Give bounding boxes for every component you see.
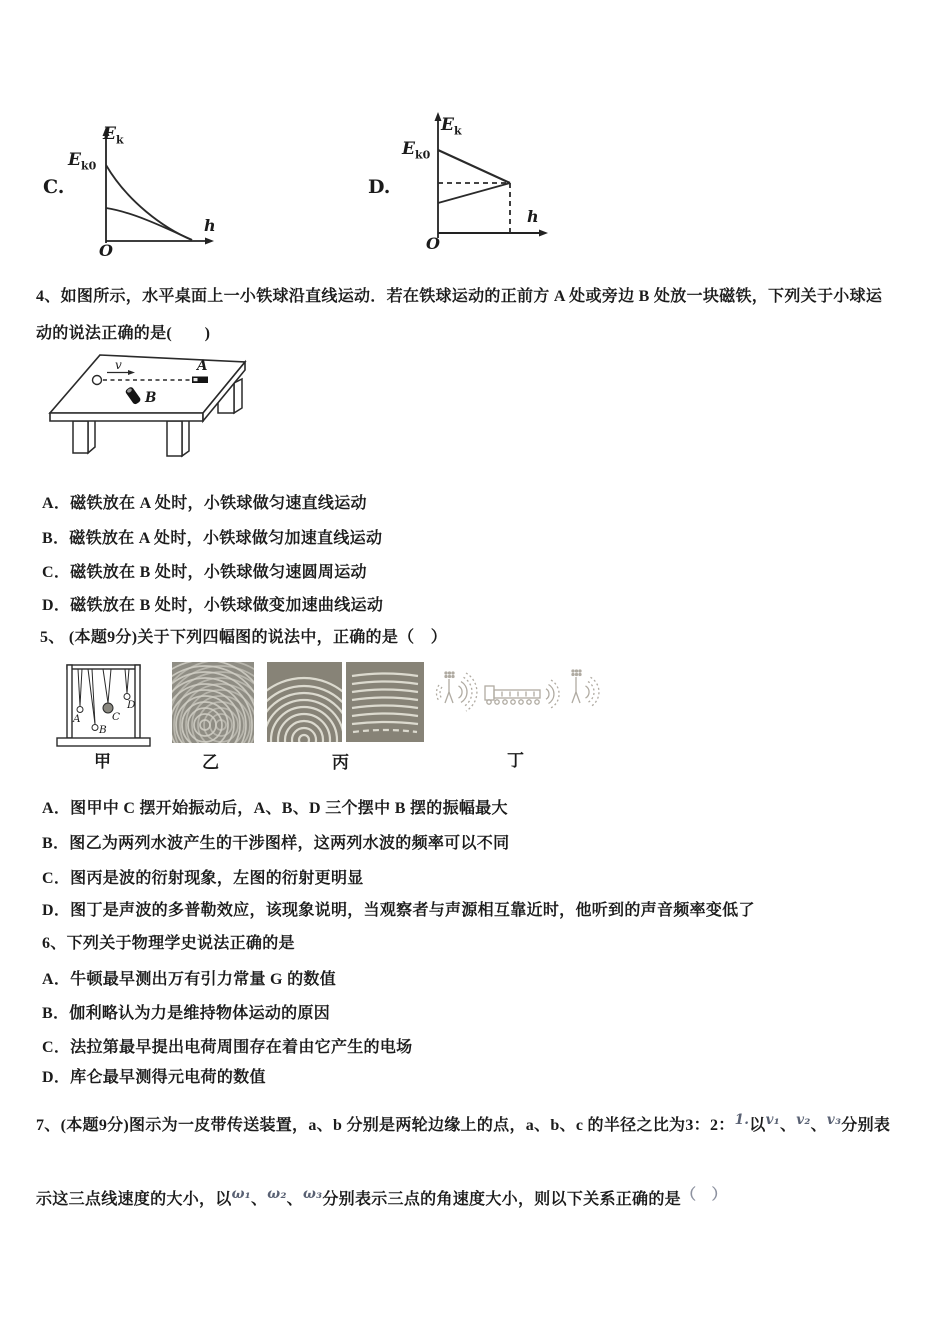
pendulum-d-label: D — [127, 699, 136, 711]
q5-option-c: C．图丙是波的衍射现象，左图的衍射更明显 — [42, 870, 364, 887]
graph-c-intercept-label: $E_{k0}$ — [68, 150, 97, 173]
caption-jia: 甲 — [94, 752, 111, 771]
graph-d-y-label: $E_k$ — [441, 115, 462, 138]
question-6-title: 6、下列关于物理学史说法正确的是 — [42, 935, 295, 952]
figure-jia-pendulums — [55, 660, 155, 752]
line-from-ek0 — [438, 150, 510, 183]
v3-symbol: v₃ — [826, 1112, 842, 1128]
graph-c-option-letter: C. — [43, 176, 65, 198]
v1-symbol: v₁ — [765, 1112, 780, 1128]
right-listener-icon — [572, 670, 581, 703]
left-listener-icon — [445, 672, 454, 703]
answer-parentheses: （ ） — [680, 1187, 727, 1203]
q7-text: 7、(本题9分)图示为一皮带传送装置，a、b 分别是两轮边缘上的点，a、b、c 的半径之比为3：2： — [36, 1117, 735, 1134]
q4-option-a: A．磁铁放在 A 处时，小铁球做匀速直线运动 — [42, 495, 367, 512]
pendulum-a-label: A — [73, 713, 81, 725]
q6-option-d: D．库仑最早测得元电荷的数值 — [42, 1069, 266, 1086]
table-top — [50, 355, 245, 421]
q4-option-d: D．磁铁放在 B 处时，小铁球做变加速曲线运动 — [42, 597, 384, 614]
question-7-line-2: 示这三点线速度的大小，以$^{\omega_1}$、$^{\omega_2}$、$^{\omega_3}$分别表示三点的角速度大小，则以下关系正确的是（ ） — [36, 1186, 727, 1208]
train-icon — [485, 686, 540, 704]
x-axis-arrow — [205, 238, 214, 245]
graph-d-intercept-label: $E_{k0}$ — [402, 139, 431, 162]
iron-ball-icon — [93, 376, 102, 385]
omega3-symbol: ω₃ — [302, 1186, 323, 1202]
graph-d-origin-label: O — [426, 234, 440, 253]
figure-ding-doppler-sketch — [433, 666, 610, 728]
v2-symbol: v₂ — [796, 1112, 811, 1128]
figure-bing-diffraction-photos — [267, 662, 424, 742]
x-axis-arrow — [539, 230, 548, 237]
graph-d-option-letter: D. — [368, 176, 391, 198]
q6-option-a: A．牛顿最早测出万有引力常量 G 的数值 — [42, 971, 337, 988]
q5-option-a: A．图甲中 C 摆开始振动后，A、B、D 三个摆中 B 摆的振幅最大 — [42, 800, 508, 817]
curve-lower — [106, 208, 192, 240]
q6-option-c: C．法拉第最早提出电荷周围存在着由它产生的电场 — [42, 1039, 413, 1056]
q4-option-c: C．磁铁放在 B 处时，小铁球做匀速圆周运动 — [42, 564, 367, 581]
q7-text-2: 示这三点线速度的大小，以 — [36, 1191, 232, 1208]
figure-yi-interference-photo — [172, 662, 254, 743]
caption-yi: 乙 — [202, 753, 219, 772]
pendulum-b-label: B — [99, 724, 107, 736]
doppler-drawing — [436, 670, 598, 711]
q5-option-b: B．图乙为两列水波产生的干涉图样，这两列水波的频率可以不同 — [42, 835, 510, 852]
question-7-line-1: 7、(本题9分)图示为一皮带传送装置，a、b 分别是两轮边缘上的点，a、b、c 的半径之比为3：2：$^{1.}$以$^{v_1}$、$^{v_2}$、$^{v_3}$分别表 — [36, 1112, 891, 1134]
graph-d-x-label: h — [527, 207, 539, 226]
graph-c-y-label: $E_k$ — [103, 124, 124, 147]
question-4-table-figure — [45, 350, 260, 468]
graph-c-origin-label: O — [99, 241, 113, 260]
caption-bing: 丙 — [332, 753, 349, 772]
velocity-label: v — [115, 358, 122, 372]
question-5-title: 5、 (本题9分)关于下列四幅图的说法中，正确的是（ ） — [40, 629, 448, 646]
question-4-line-1: 4、如图所示，水平桌面上一小铁球沿直线运动．若在铁球运动的正前方 A 处或旁边 B 处放一块磁铁，下列关于小球运 — [36, 288, 883, 305]
point-b-label: B — [145, 390, 157, 406]
line-rising — [438, 183, 510, 203]
q7-ratio-one: 1. — [734, 1112, 750, 1128]
q6-option-b: B．伽利略认为力是维持物体运动的原因 — [42, 1005, 331, 1022]
q5-option-d: D．图丁是声波的多普勒效应，该现象说明，当观察者与声源相互靠近时，他听到的声音频率变低了 — [42, 902, 755, 919]
graph-c-x-label: h — [204, 216, 216, 235]
curve-from-ek0 — [106, 165, 192, 240]
caption-ding: 丁 — [507, 751, 524, 770]
pendulums — [77, 669, 130, 731]
omega2-symbol: ω₂ — [267, 1186, 287, 1202]
omega1-symbol: ω₁ — [231, 1186, 251, 1202]
pendulum-c-label: C — [112, 711, 121, 723]
point-a-label: A — [197, 358, 208, 374]
question-4-line-2: 动的说法正确的是( ) — [36, 325, 211, 342]
q4-option-b: B．磁铁放在 A 处时，小铁球做匀加速直线运动 — [42, 530, 383, 547]
